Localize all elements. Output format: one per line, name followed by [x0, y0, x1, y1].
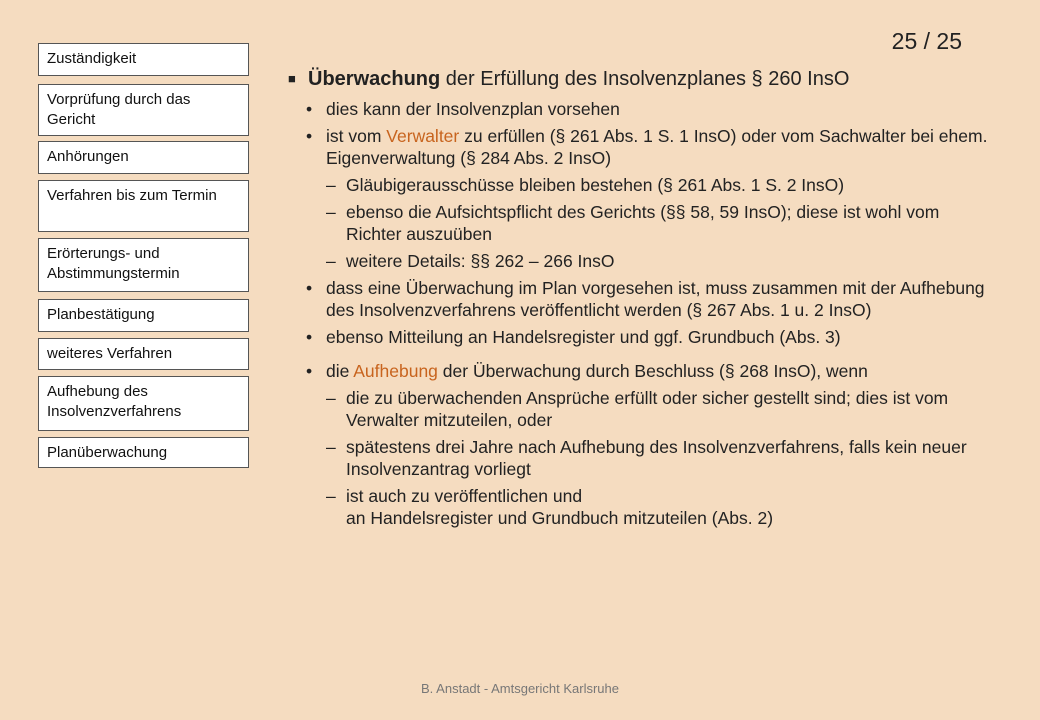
- bullet-text: dies kann der Insolvenzplan vorsehen: [326, 99, 620, 119]
- title-bold: Überwachung: [308, 68, 441, 90]
- nav-item-eroerterungstermin[interactable]: Erörterungs- und Abstimmungstermin: [38, 238, 249, 292]
- square-bullet-icon: ■: [288, 71, 296, 86]
- title-rest: der Erfüllung des Insolvenzplanes § 260 InsO: [440, 68, 850, 90]
- nav-item-weiteres-verfahren[interactable]: weiteres Verfahren: [38, 338, 249, 370]
- nav-item-vorpruefung[interactable]: Vorprüfung durch das Gericht: [38, 84, 249, 136]
- bullet-text: dass eine Überwachung im Plan vorgesehen ist, muss zusammen mit der Aufhebung des Insolvenzverfahrens veröffentlicht werden (§ 267 Abs. 1 u. 2 InsO): [326, 278, 985, 320]
- bullet-icon: •: [306, 126, 313, 146]
- slide-title: [288, 66, 988, 92]
- sub-list-item: [326, 250, 988, 272]
- sub-bullet-text: Gläubigerausschüsse bleiben bestehen (§ 261 Abs. 1 S. 2 InsO): [346, 175, 845, 195]
- list-item: [306, 125, 988, 169]
- list-item: [306, 326, 988, 348]
- highlight-verwalter: Verwalter: [386, 126, 460, 146]
- sub-bullet-text: die zu überwachenden Ansprüche erfüllt oder sicher gestellt sind; dies ist vom Verwalter mitzuteilen, oder: [346, 388, 949, 430]
- list-item: [306, 277, 988, 321]
- dash-bullet-icon: –: [326, 175, 336, 195]
- nav-item-planueberwachung[interactable]: Planüberwachung: [38, 437, 249, 468]
- sub-bullet-text: an Handelsregister und Grundbuch mitzuteilen (Abs. 2): [346, 508, 774, 528]
- list-item: [306, 98, 988, 120]
- sub-bullet-text: ist auch zu veröffentlichen und: [346, 486, 583, 506]
- dash-bullet-icon: –: [326, 486, 336, 506]
- nav-item-verfahren-bis-termin[interactable]: Verfahren bis zum Termin: [38, 180, 249, 232]
- sub-list-item: [326, 485, 988, 529]
- bullet-icon: •: [306, 327, 313, 347]
- sub-bullet-text: spätestens drei Jahre nach Aufhebung des Insolvenzverfahrens, falls kein neuer Insolvenzantrag vorliegt: [346, 437, 967, 479]
- nav-item-zustaendigkeit[interactable]: Zuständigkeit: [38, 43, 249, 76]
- highlight-aufhebung: Aufhebung: [353, 361, 438, 381]
- bullet-text: die: [326, 361, 354, 381]
- list-item: [306, 360, 988, 382]
- sub-list-item: [326, 387, 988, 431]
- nav-item-planbestaetigung[interactable]: Planbestätigung: [38, 299, 249, 332]
- slide-content: [288, 66, 988, 534]
- dash-bullet-icon: –: [326, 251, 336, 271]
- sub-list-item: [326, 201, 988, 245]
- bullet-icon: •: [306, 99, 313, 119]
- bullet-text: der Überwachung durch Beschluss (§ 268 InsO), wenn: [437, 361, 868, 381]
- sub-bullet-text: ebenso die Aufsichtspflicht des Gerichts (§§ 58, 59 InsO); diese ist wohl vom Richter auszuüben: [346, 202, 940, 244]
- bullet-text: zu erfüllen (§ 261 Abs. 1 S. 1 InsO) oder vom Sachwalter bei ehem. Eigenverwaltung (§ 284 Abs. 2 InsO): [326, 126, 988, 168]
- bullet-text: ist vom: [326, 126, 387, 146]
- sub-bullet-text: weitere Details: §§ 262 – 266 InsO: [346, 251, 615, 271]
- dash-bullet-icon: –: [326, 202, 336, 222]
- bullet-icon: •: [306, 361, 313, 381]
- dash-bullet-icon: –: [326, 388, 336, 408]
- page-number: 25 / 25: [891, 28, 962, 54]
- dash-bullet-icon: –: [326, 437, 336, 457]
- sub-list-item: [326, 436, 988, 480]
- bullet-icon: •: [306, 278, 313, 298]
- nav-item-anhoerungen[interactable]: Anhörungen: [38, 141, 249, 174]
- bullet-text: ebenso Mitteilung an Handelsregister und ggf. Grundbuch (Abs. 3): [326, 327, 841, 347]
- footer: B. Anstadt - Amtsgericht Karlsruhe: [421, 681, 619, 696]
- nav-item-aufhebung[interactable]: Aufhebung des Insolvenzverfahrens: [38, 376, 249, 431]
- sub-list-item: [326, 174, 988, 196]
